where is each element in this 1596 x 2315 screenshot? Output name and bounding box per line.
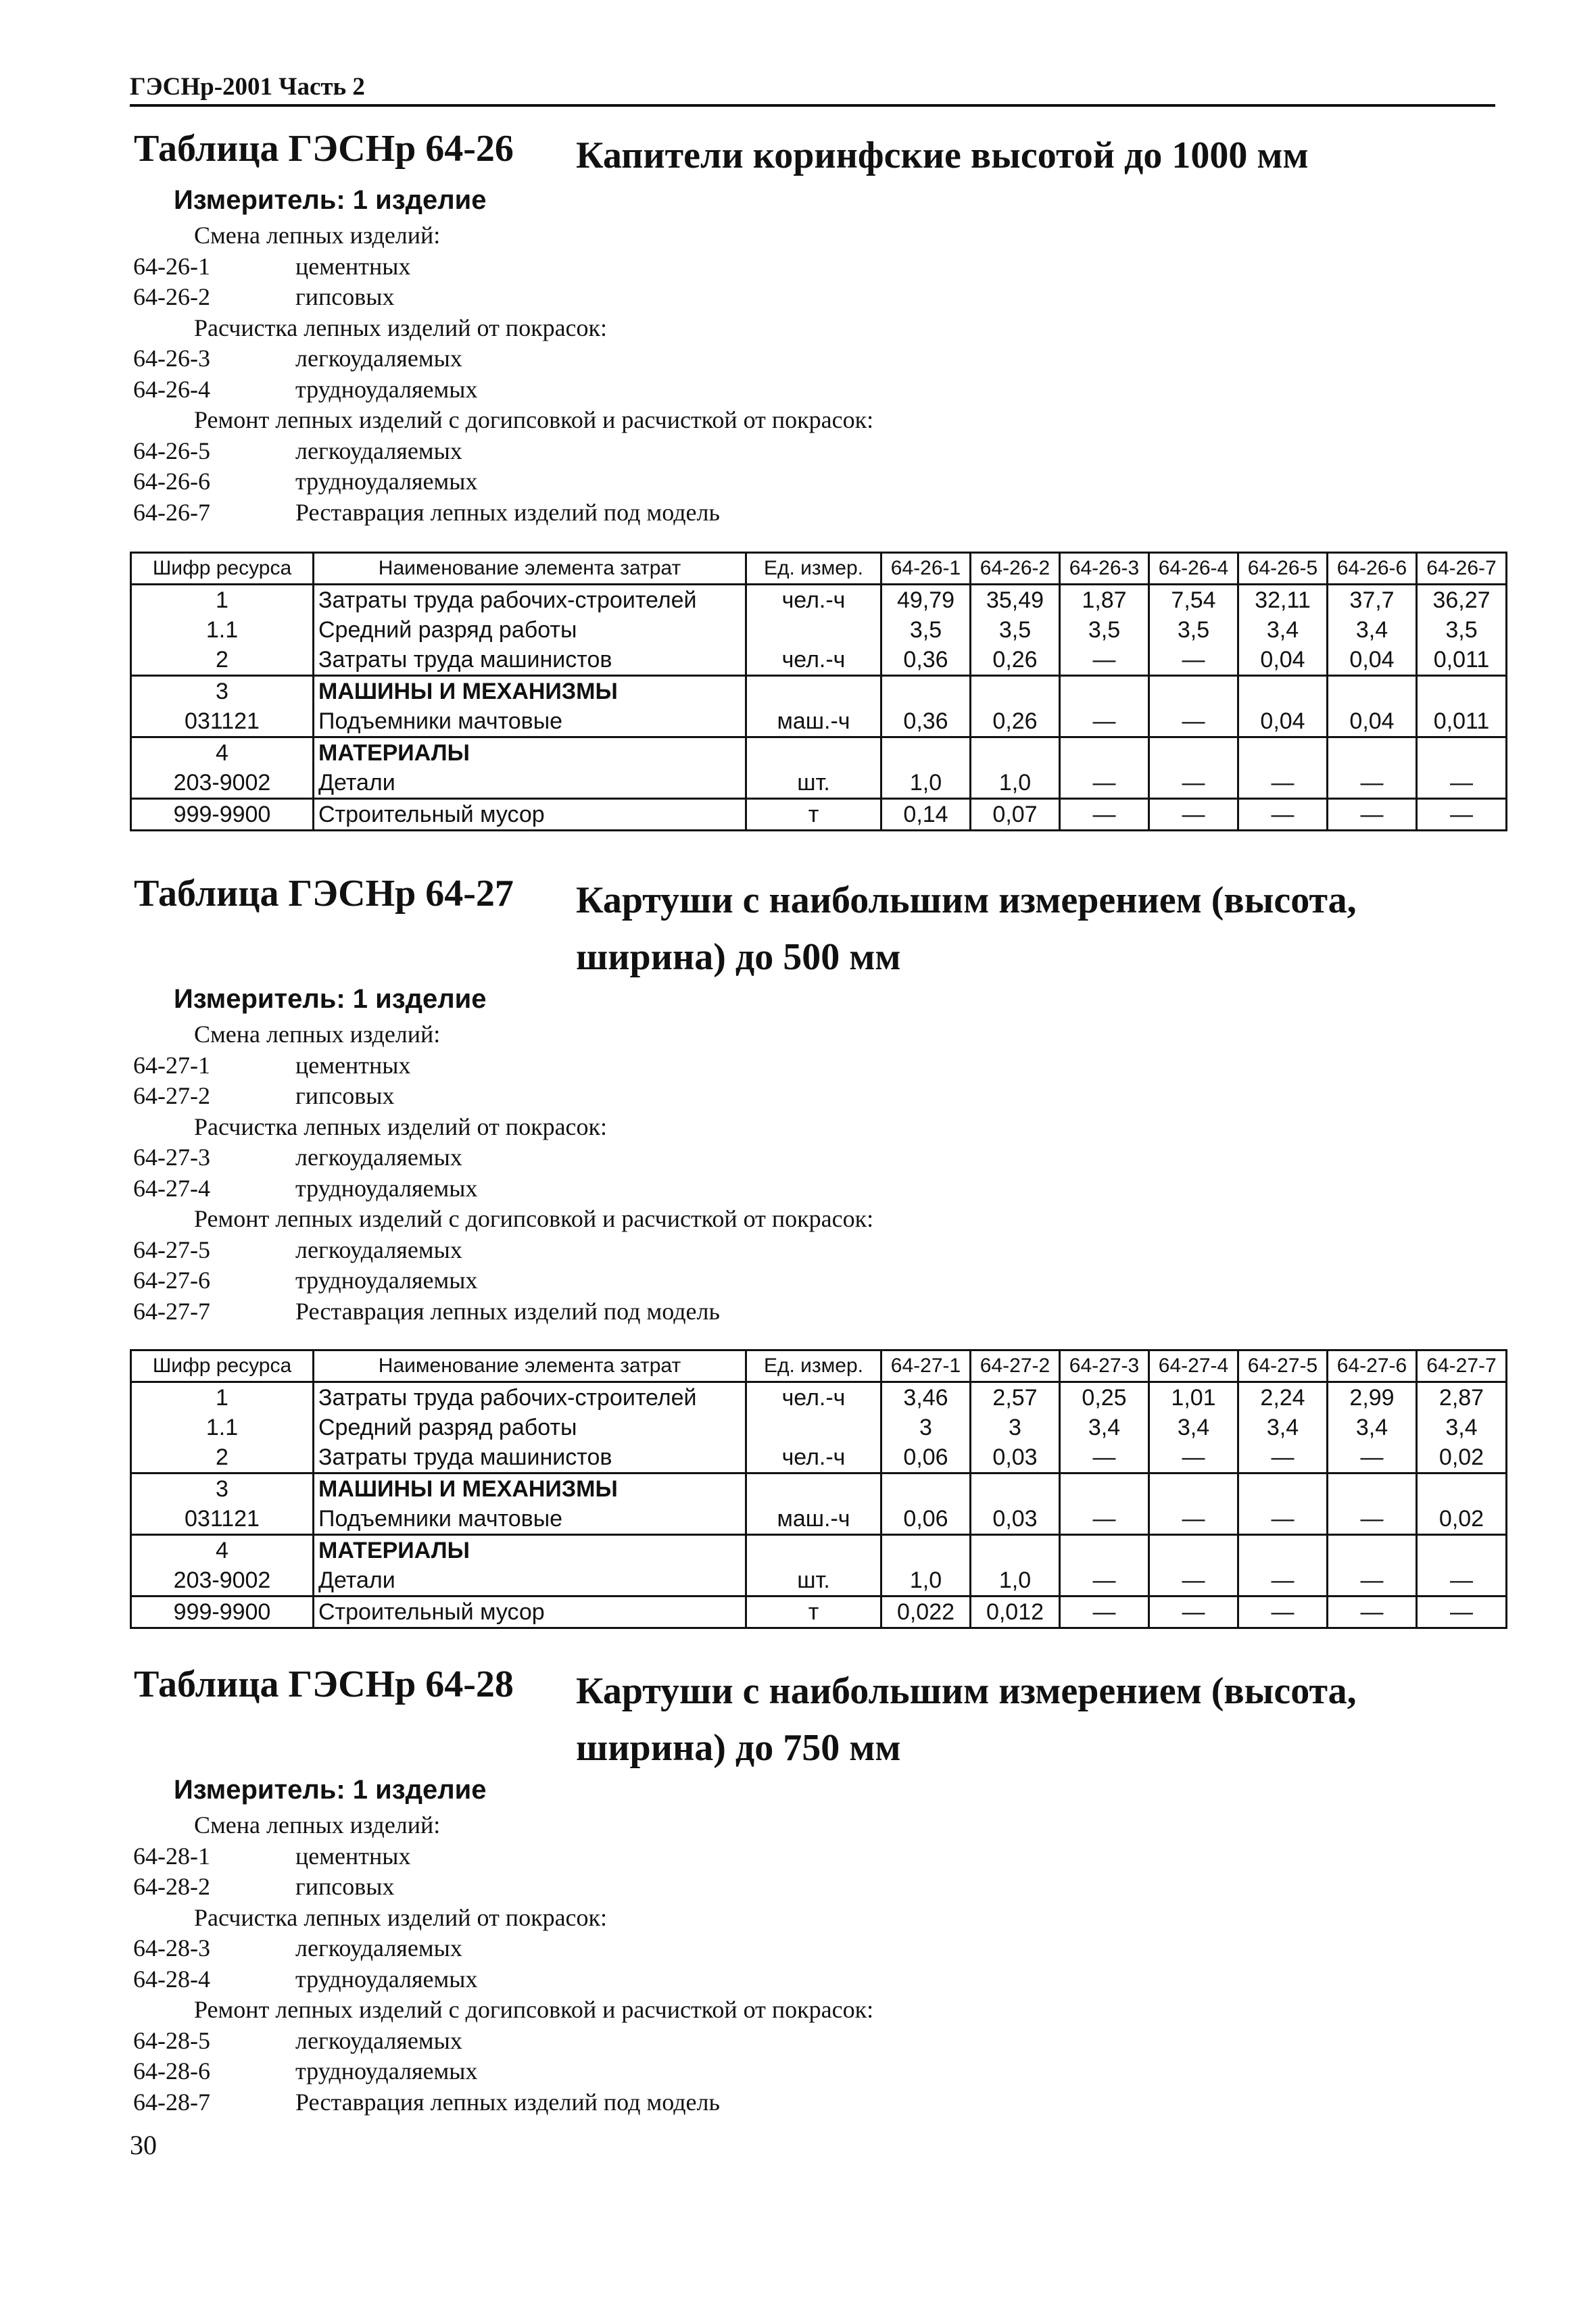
resource-name: Подъемники мачтовые bbox=[314, 706, 746, 737]
resource-value: 49,79 bbox=[881, 585, 971, 616]
header-text: ГЭСНр-2001 Часть 2 bbox=[130, 73, 365, 101]
column-header: 64-27-3 bbox=[1060, 1350, 1149, 1382]
resource-value bbox=[881, 737, 971, 769]
resource-value bbox=[881, 676, 971, 707]
column-header: 64-27-1 bbox=[881, 1350, 971, 1382]
resource-value: — bbox=[1060, 768, 1149, 799]
table-row bbox=[131, 676, 1507, 707]
list-item bbox=[130, 466, 873, 497]
resource-unit bbox=[746, 1413, 881, 1442]
resource-value: — bbox=[1060, 799, 1149, 831]
table-header-row bbox=[131, 1350, 1507, 1382]
resource-value bbox=[1328, 737, 1417, 769]
item-text: Реставрация лепных изделий под модель bbox=[295, 1297, 720, 1325]
resource-value: — bbox=[1328, 1597, 1417, 1628]
resource-unit: чел.-ч bbox=[746, 1442, 881, 1473]
resource-unit bbox=[746, 615, 881, 645]
table-row bbox=[131, 1473, 1507, 1505]
list-item bbox=[130, 1933, 873, 1964]
resource-value: 32,11 bbox=[1238, 585, 1328, 616]
table-id: Таблица ГЭСНр 64-27 bbox=[134, 873, 514, 915]
resource-code: 031121 bbox=[131, 706, 314, 737]
resource-code: 203-9002 bbox=[131, 1565, 314, 1597]
resource-value: 1,01 bbox=[1149, 1382, 1238, 1413]
resource-value: 0,03 bbox=[971, 1504, 1060, 1535]
resource-value: 0,26 bbox=[971, 645, 1060, 676]
table-row bbox=[131, 645, 1507, 676]
column-header: Наименование элемента затрат bbox=[314, 1350, 746, 1382]
resource-value bbox=[881, 1473, 971, 1505]
item-text: гипсовых bbox=[295, 1082, 395, 1109]
resource-code: 3 bbox=[131, 1473, 314, 1505]
resource-value bbox=[1238, 1535, 1328, 1566]
item-code: 64-26-2 bbox=[133, 283, 210, 310]
meter-label: Измеритель: 1 изделие bbox=[174, 185, 487, 215]
resource-value bbox=[1060, 676, 1149, 707]
resource-value bbox=[1149, 737, 1238, 769]
section-title-row bbox=[130, 127, 1522, 174]
resource-value: 0,03 bbox=[971, 1442, 1060, 1473]
resource-value: 3,5 bbox=[971, 615, 1060, 645]
item-code: 64-28-6 bbox=[133, 2057, 210, 2085]
list-item bbox=[130, 497, 873, 529]
resource-unit: т bbox=[746, 1597, 881, 1628]
item-text: легкоудаляемых bbox=[295, 437, 462, 464]
resource-unit: шт. bbox=[746, 1565, 881, 1597]
resource-code: 4 bbox=[131, 1535, 314, 1566]
column-header: Шифр ресурса bbox=[131, 1350, 314, 1382]
resource-value: 3 bbox=[881, 1413, 971, 1442]
work-list bbox=[130, 220, 873, 528]
table-row bbox=[131, 1442, 1507, 1473]
resource-value: — bbox=[1417, 1565, 1507, 1597]
section-title-row bbox=[130, 872, 1522, 978]
resource-code: 1 bbox=[131, 1382, 314, 1413]
resource-value: 0,04 bbox=[1238, 706, 1328, 737]
resource-name: Детали bbox=[314, 1565, 746, 1597]
column-header: 64-27-2 bbox=[971, 1350, 1060, 1382]
resource-value bbox=[1060, 1473, 1149, 1505]
resource-name: Затраты труда рабочих-строителей bbox=[314, 1382, 746, 1413]
item-code: 64-26-6 bbox=[133, 468, 210, 495]
item-text: легкоудаляемых bbox=[295, 1236, 462, 1263]
resource-code: 999-9900 bbox=[131, 1597, 314, 1628]
resource-code: 1 bbox=[131, 585, 314, 616]
list-item bbox=[130, 343, 873, 374]
column-header: 64-26-7 bbox=[1417, 553, 1507, 585]
list-item bbox=[130, 1265, 873, 1296]
list-item bbox=[130, 2056, 873, 2087]
item-text: Реставрация лепных изделий под модель bbox=[295, 498, 720, 526]
resource-value: — bbox=[1328, 1565, 1417, 1597]
group-heading: Ремонт лепных изделий с догипсовкой и расчисткой от покрасок: bbox=[194, 1996, 874, 2023]
list-item bbox=[130, 1296, 873, 1327]
table-row bbox=[131, 585, 1507, 616]
resource-value: — bbox=[1417, 1597, 1507, 1628]
work-list bbox=[130, 1810, 873, 2118]
column-header: 64-26-1 bbox=[881, 553, 971, 585]
item-text: легкоудаляемых bbox=[295, 345, 462, 372]
section-title: Картуши с наибольшим измерением (высота, ширина) до 750 мм bbox=[576, 1670, 1357, 1769]
resource-value: 0,06 bbox=[881, 1442, 971, 1473]
resource-name: МАШИНЫ И МЕХАНИЗМЫ bbox=[314, 676, 746, 707]
resource-value: 3,5 bbox=[1417, 615, 1507, 645]
resource-value: — bbox=[1328, 1442, 1417, 1473]
group-heading: Расчистка лепных изделий от покрасок: bbox=[194, 1113, 608, 1140]
resource-value: 0,02 bbox=[1417, 1442, 1507, 1473]
page-number: 30 bbox=[130, 2130, 157, 2160]
resource-value bbox=[971, 737, 1060, 769]
resource-value bbox=[1417, 1535, 1507, 1566]
group-heading: Ремонт лепных изделий с догипсовкой и расчисткой от покрасок: bbox=[194, 406, 874, 433]
page-header bbox=[130, 68, 1495, 107]
resource-value: — bbox=[1149, 768, 1238, 799]
table-row bbox=[131, 1565, 1507, 1597]
item-code: 64-28-2 bbox=[133, 1873, 210, 1900]
item-text: трудноудаляемых bbox=[295, 1965, 478, 1993]
column-header: Наименование элемента затрат bbox=[314, 553, 746, 585]
item-text: цементных bbox=[295, 1051, 411, 1079]
item-text: гипсовых bbox=[295, 283, 395, 310]
resource-value: 2,87 bbox=[1417, 1382, 1507, 1413]
section-title: Капители коринфские высотой до 1000 мм bbox=[576, 135, 1309, 176]
section-64-27 bbox=[130, 872, 1522, 1625]
resource-value: — bbox=[1417, 768, 1507, 799]
resource-name: Строительный мусор bbox=[314, 799, 746, 831]
resource-value: 3,46 bbox=[881, 1382, 971, 1413]
resource-name: Затраты труда машинистов bbox=[314, 645, 746, 676]
resource-value: — bbox=[1417, 799, 1507, 831]
resource-value: 0,011 bbox=[1417, 645, 1507, 676]
resource-value bbox=[1149, 676, 1238, 707]
resource-value bbox=[1417, 737, 1507, 769]
resource-code: 031121 bbox=[131, 1504, 314, 1535]
resource-value: 0,022 bbox=[881, 1597, 971, 1628]
column-header: Ед. измер. bbox=[746, 553, 881, 585]
list-item bbox=[130, 1235, 873, 1266]
item-code: 64-26-4 bbox=[133, 375, 210, 403]
resource-code: 4 bbox=[131, 737, 314, 769]
group-heading: Расчистка лепных изделий от покрасок: bbox=[194, 314, 608, 341]
resource-value: 3,4 bbox=[1328, 1413, 1417, 1442]
resource-code: 2 bbox=[131, 645, 314, 676]
resource-unit bbox=[746, 737, 881, 769]
resource-value bbox=[1060, 1535, 1149, 1566]
resource-value: — bbox=[1149, 1504, 1238, 1535]
column-header: 64-26-5 bbox=[1238, 553, 1328, 585]
list-item bbox=[130, 251, 873, 283]
resource-value bbox=[1328, 1473, 1417, 1505]
meter-label: Измеритель: 1 изделие bbox=[174, 1775, 487, 1805]
item-code: 64-27-1 bbox=[133, 1051, 210, 1079]
table-row bbox=[131, 706, 1507, 737]
table-row bbox=[131, 799, 1507, 831]
resource-value: — bbox=[1149, 1597, 1238, 1628]
resource-name: МАТЕРИАЛЫ bbox=[314, 737, 746, 769]
resource-value bbox=[1328, 1535, 1417, 1566]
column-header: 64-27-6 bbox=[1328, 1350, 1417, 1382]
resource-value bbox=[971, 1473, 1060, 1505]
list-item bbox=[130, 436, 873, 467]
column-header: Ед. измер. bbox=[746, 1350, 881, 1382]
resource-unit: чел.-ч bbox=[746, 1382, 881, 1413]
resource-value: — bbox=[1238, 1504, 1328, 1535]
item-code: 64-28-5 bbox=[133, 2026, 210, 2054]
resource-value bbox=[1149, 1473, 1238, 1505]
resource-value: 2,24 bbox=[1238, 1382, 1328, 1413]
resource-unit bbox=[746, 676, 881, 707]
item-text: цементных bbox=[295, 252, 411, 280]
resource-value bbox=[1149, 1535, 1238, 1566]
resource-value: 0,04 bbox=[1328, 645, 1417, 676]
resource-table bbox=[130, 552, 1507, 831]
item-code: 64-28-4 bbox=[133, 1965, 210, 1993]
table-row bbox=[131, 1382, 1507, 1413]
group-heading: Расчистка лепных изделий от покрасок: bbox=[194, 1903, 608, 1931]
column-header: 64-27-7 bbox=[1417, 1350, 1507, 1382]
resource-value: 7,54 bbox=[1149, 585, 1238, 616]
list-item bbox=[130, 1050, 873, 1081]
resource-value bbox=[1060, 737, 1149, 769]
resource-value: 0,04 bbox=[1328, 706, 1417, 737]
item-text: трудноудаляемых bbox=[295, 2057, 478, 2085]
resource-value: — bbox=[1149, 1565, 1238, 1597]
resource-value: 0,012 bbox=[971, 1597, 1060, 1628]
resource-unit: шт. bbox=[746, 768, 881, 799]
item-code: 64-27-7 bbox=[133, 1297, 210, 1325]
item-text: трудноудаляемых bbox=[295, 468, 478, 495]
resource-value: 0,36 bbox=[881, 706, 971, 737]
resource-name: Затраты труда рабочих-строителей bbox=[314, 585, 746, 616]
item-text: легкоудаляемых bbox=[295, 1934, 462, 1961]
resource-value bbox=[1238, 737, 1328, 769]
table-row bbox=[131, 1535, 1507, 1566]
table-row bbox=[131, 1597, 1507, 1628]
resource-value: 37,7 bbox=[1328, 585, 1417, 616]
item-code: 64-27-2 bbox=[133, 1082, 210, 1109]
resource-value: 0,07 bbox=[971, 799, 1060, 831]
resource-unit bbox=[746, 1473, 881, 1505]
group-heading: Смена лепных изделий: bbox=[194, 222, 441, 249]
table-row bbox=[131, 1504, 1507, 1535]
resource-value bbox=[1238, 676, 1328, 707]
resource-value: 3,4 bbox=[1417, 1413, 1507, 1442]
item-text: гипсовых bbox=[295, 1873, 395, 1900]
work-list bbox=[130, 1019, 873, 1327]
resource-value: — bbox=[1238, 1597, 1328, 1628]
resource-value: — bbox=[1238, 768, 1328, 799]
item-text: легкоудаляемых bbox=[295, 1144, 462, 1171]
resource-value: 35,49 bbox=[971, 585, 1060, 616]
section-64-28 bbox=[130, 1663, 1522, 2116]
resource-value: — bbox=[1149, 799, 1238, 831]
item-code: 64-28-1 bbox=[133, 1842, 210, 1870]
item-code: 64-26-1 bbox=[133, 252, 210, 280]
resource-code: 203-9002 bbox=[131, 768, 314, 799]
resource-value bbox=[1417, 676, 1507, 707]
resource-value: 0,06 bbox=[881, 1504, 971, 1535]
resource-value: — bbox=[1060, 1565, 1149, 1597]
list-item bbox=[130, 1142, 873, 1173]
resource-name: Строительный мусор bbox=[314, 1597, 746, 1628]
resource-value: — bbox=[1328, 768, 1417, 799]
resource-table bbox=[130, 1349, 1507, 1629]
list-item bbox=[130, 374, 873, 406]
section-title-row bbox=[130, 1663, 1522, 1769]
table-row bbox=[131, 615, 1507, 645]
resource-value: 1,0 bbox=[971, 768, 1060, 799]
column-header: 64-26-2 bbox=[971, 553, 1060, 585]
resource-code: 999-9900 bbox=[131, 799, 314, 831]
resource-unit: чел.-ч bbox=[746, 585, 881, 616]
table-id: Таблица ГЭСНр 64-28 bbox=[134, 1663, 514, 1705]
item-code: 64-27-6 bbox=[133, 1267, 210, 1294]
list-item bbox=[130, 1841, 873, 1872]
resource-value: 3,4 bbox=[1328, 615, 1417, 645]
resource-value: — bbox=[1060, 1504, 1149, 1535]
resource-unit: чел.-ч bbox=[746, 645, 881, 676]
resource-value: — bbox=[1060, 706, 1149, 737]
item-text: легкоудаляемых bbox=[295, 2026, 462, 2054]
resource-value: 1,87 bbox=[1060, 585, 1149, 616]
resource-code: 3 bbox=[131, 676, 314, 707]
item-code: 64-26-3 bbox=[133, 345, 210, 372]
resource-value: — bbox=[1060, 1597, 1149, 1628]
list-item bbox=[130, 1964, 873, 1995]
resource-code: 1.1 bbox=[131, 1413, 314, 1442]
resource-value: 0,14 bbox=[881, 799, 971, 831]
column-header: 64-27-5 bbox=[1238, 1350, 1328, 1382]
resource-value: 3,4 bbox=[1238, 615, 1328, 645]
resource-name: Подъемники мачтовые bbox=[314, 1504, 746, 1535]
resource-value: — bbox=[1238, 1565, 1328, 1597]
resource-name: МАТЕРИАЛЫ bbox=[314, 1535, 746, 1566]
resource-value: — bbox=[1238, 799, 1328, 831]
column-header: 64-26-6 bbox=[1328, 553, 1417, 585]
resource-value: — bbox=[1149, 645, 1238, 676]
resource-value: — bbox=[1060, 645, 1149, 676]
column-header: 64-26-4 bbox=[1149, 553, 1238, 585]
resource-name: МАШИНЫ И МЕХАНИЗМЫ bbox=[314, 1473, 746, 1505]
resource-value: 36,27 bbox=[1417, 585, 1507, 616]
table-row bbox=[131, 768, 1507, 799]
resource-value: 3,5 bbox=[1149, 615, 1238, 645]
item-code: 64-27-4 bbox=[133, 1174, 210, 1202]
list-item bbox=[130, 282, 873, 313]
item-text: цементных bbox=[295, 1842, 411, 1870]
item-code: 64-26-5 bbox=[133, 437, 210, 464]
item-code: 64-28-3 bbox=[133, 1934, 210, 1961]
section-title: Картуши с наибольшим измерением (высота, ширина) до 500 мм bbox=[576, 879, 1357, 978]
item-code: 64-27-3 bbox=[133, 1144, 210, 1171]
resource-value bbox=[881, 1535, 971, 1566]
resource-value: 3,4 bbox=[1060, 1413, 1149, 1442]
resource-value: 2,99 bbox=[1328, 1382, 1417, 1413]
resource-value bbox=[1238, 1473, 1328, 1505]
item-code: 64-26-7 bbox=[133, 498, 210, 526]
resource-value: 3,5 bbox=[1060, 615, 1149, 645]
meter-label: Измеритель: 1 изделие bbox=[174, 984, 487, 1014]
resource-value: 2,57 bbox=[971, 1382, 1060, 1413]
resource-value: — bbox=[1149, 706, 1238, 737]
resource-value: 3 bbox=[971, 1413, 1060, 1442]
resource-value bbox=[971, 676, 1060, 707]
list-item bbox=[130, 2087, 873, 2118]
table-id: Таблица ГЭСНр 64-26 bbox=[134, 128, 514, 170]
table-row bbox=[131, 1413, 1507, 1442]
resource-value: — bbox=[1060, 1442, 1149, 1473]
resource-value bbox=[971, 1535, 1060, 1566]
column-header: 64-27-4 bbox=[1149, 1350, 1238, 1382]
resource-value: 0,04 bbox=[1238, 645, 1328, 676]
item-text: Реставрация лепных изделий под модель bbox=[295, 2088, 720, 2116]
list-item bbox=[130, 1872, 873, 1903]
table-header-row bbox=[131, 553, 1507, 585]
resource-name: Детали bbox=[314, 768, 746, 799]
resource-name: Средний разряд работы bbox=[314, 1413, 746, 1442]
resource-value bbox=[1417, 1473, 1507, 1505]
resource-value: — bbox=[1328, 1504, 1417, 1535]
resource-value: 3,5 bbox=[881, 615, 971, 645]
resource-code: 1.1 bbox=[131, 615, 314, 645]
resource-unit bbox=[746, 1535, 881, 1566]
item-code: 64-27-5 bbox=[133, 1236, 210, 1263]
resource-value: — bbox=[1149, 1442, 1238, 1473]
list-item bbox=[130, 1081, 873, 1112]
table-row bbox=[131, 737, 1507, 769]
resource-name: Затраты труда машинистов bbox=[314, 1442, 746, 1473]
resource-unit: маш.-ч bbox=[746, 1504, 881, 1535]
resource-value: 0,26 bbox=[971, 706, 1060, 737]
resource-value bbox=[1328, 676, 1417, 707]
item-text: трудноудаляемых bbox=[295, 375, 478, 403]
resource-value: 1,0 bbox=[881, 1565, 971, 1597]
resource-value: 3,4 bbox=[1238, 1413, 1328, 1442]
item-text: трудноудаляемых bbox=[295, 1267, 478, 1294]
resource-value: 0,25 bbox=[1060, 1382, 1149, 1413]
section-64-26 bbox=[130, 127, 1522, 827]
list-item bbox=[130, 2026, 873, 2057]
column-header: Шифр ресурса bbox=[131, 553, 314, 585]
column-header: 64-26-3 bbox=[1060, 553, 1149, 585]
resource-value: 0,011 bbox=[1417, 706, 1507, 737]
group-heading: Смена лепных изделий: bbox=[194, 1021, 441, 1048]
resource-value: 3,4 bbox=[1149, 1413, 1238, 1442]
resource-value: 0,36 bbox=[881, 645, 971, 676]
resource-unit: маш.-ч bbox=[746, 706, 881, 737]
resource-name: Средний разряд работы bbox=[314, 615, 746, 645]
group-heading: Смена лепных изделий: bbox=[194, 1811, 441, 1838]
resource-value: 1,0 bbox=[881, 768, 971, 799]
item-text: трудноудаляемых bbox=[295, 1174, 478, 1202]
list-item bbox=[130, 1173, 873, 1204]
resource-value: 0,02 bbox=[1417, 1504, 1507, 1535]
group-heading: Ремонт лепных изделий с догипсовкой и расчисткой от покрасок: bbox=[194, 1205, 874, 1232]
resource-value: 1,0 bbox=[971, 1565, 1060, 1597]
resource-value: — bbox=[1238, 1442, 1328, 1473]
item-code: 64-28-7 bbox=[133, 2088, 210, 2116]
resource-value: — bbox=[1328, 799, 1417, 831]
resource-code: 2 bbox=[131, 1442, 314, 1473]
resource-unit: т bbox=[746, 799, 881, 831]
